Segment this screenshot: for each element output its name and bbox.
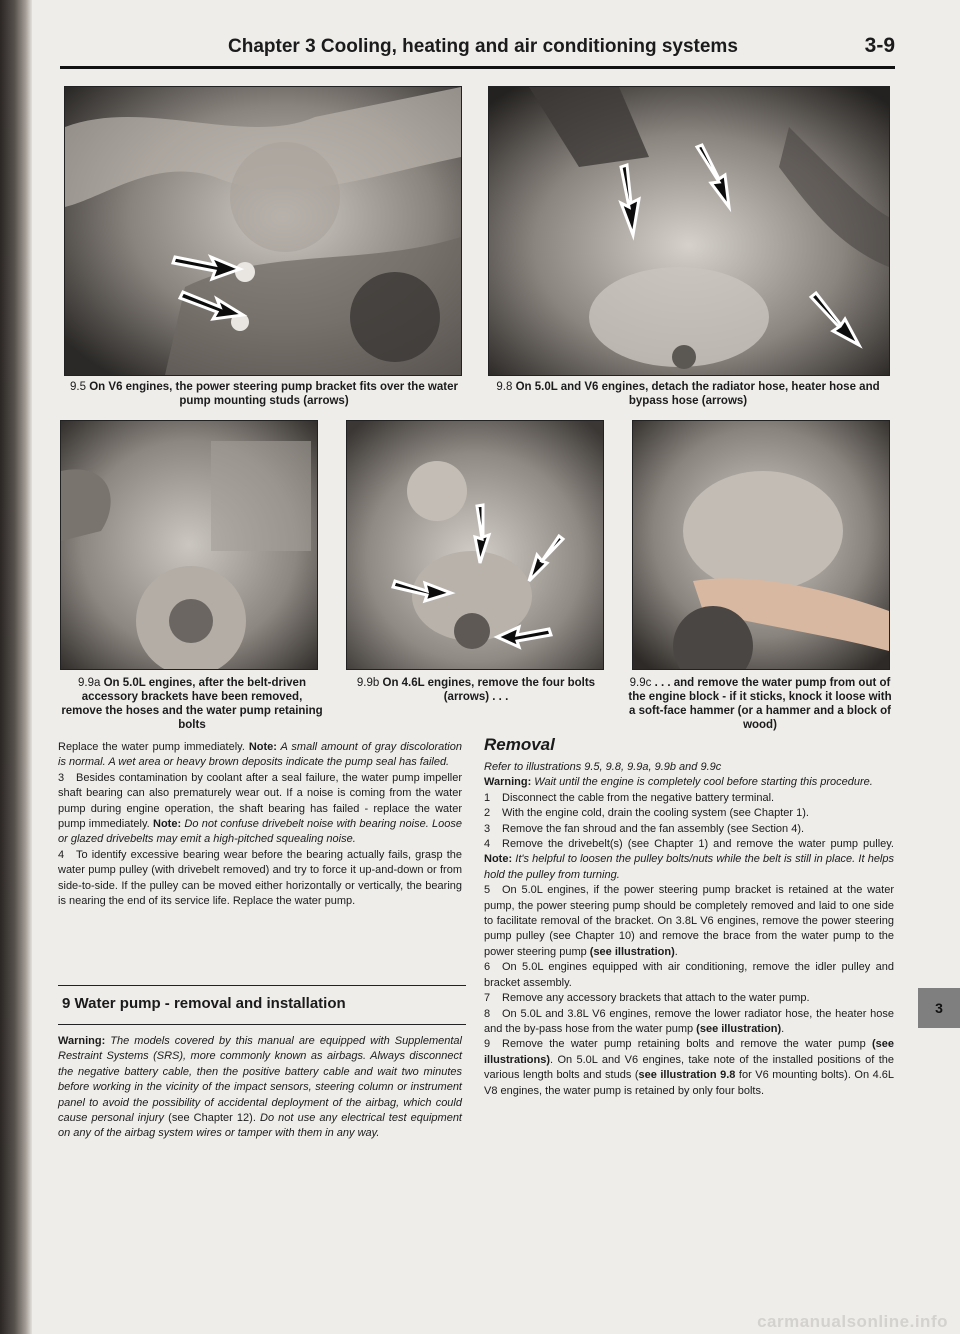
page-number: 3-9 (864, 34, 895, 57)
chapter-tab: 3 (918, 988, 960, 1028)
step-1: 1 Disconnect the cable from the negative battery terminal. (484, 791, 775, 804)
figure-caption-9-8: 9.8 On 5.0L and V6 engines, detach the radiator hose, heater hose and bypass hose (arrows) (496, 381, 880, 407)
figure-caption-9-9c: 9.9c . . . and remove the water pump from out of the engine block - if it sticks, knock it loose with a soft-face hammer (or a hammer and a block of wood) (628, 677, 892, 731)
removal-heading: Removal (484, 735, 555, 754)
engine-photo-9-5 (65, 87, 461, 375)
photo-9-9c (632, 420, 890, 670)
engine-photo-9-9c (633, 421, 889, 669)
right-column-text (484, 760, 894, 1099)
warning-paragraph: Warning: The models covered by this manual are equipped with Supplemental Restraint Systems (SRS), more commonly known as airbags. Always disconnect the negative battery cable, then the positive battery cable and wait two minutes before working in the vicinity of the impact sensors, steering column or instrument panel to avoid the possibility of accidental deployment of the airbag, which could cause personal injury (see Chapter 12). Do not use any electrical test equipment on any of the airbag system wires or tamper with them in any way. (58, 1035, 462, 1140)
warning-paragraph: Warning: Wait until the engine is completely cool before starting this procedure. (484, 776, 873, 789)
page-binding-shadow (0, 0, 32, 1334)
engine-photo-9-8 (489, 87, 889, 375)
photo-9-9b (346, 420, 604, 670)
figure-caption-9-9b: 9.9b On 4.6L engines, remove the four bolts (arrows) . . . (356, 677, 596, 703)
paragraph-step-4: 4 To identify excessive bearing wear before the bearing actually fails, grasp the water pump pulley (with drivebelt removed) and try to force it up-and-down or from side-to-side. If the pulley can be moved either horizontally or vertically, the bearing is nearing the end of its service life. Replace the water pump. (58, 848, 462, 908)
step-5: 5 On 5.0L engines, if the power steering pump bracket is retained at the water pump, the power steering pump should be completely removed and laid to one side to facilitate removal of the bracket. On 3.8L V6 engines, remove the power steering pump pulley (see Chapter 10) and remove the brace from the water pump to the power steering pump (see illustration). (484, 884, 894, 958)
photo-9-8 (488, 86, 890, 376)
photo-9-9a (60, 420, 318, 670)
refer-line: Refer to illustrations 9.5, 9.8, 9.9a, 9.9b and 9.9c (484, 761, 722, 773)
paragraph-step-3: 3 Besides contamination by coolant after a seal failure, the water pump impeller shaft bearing can also prematurely wear out. If a noise is coming from the water pump during engine operation, the shaft bearing has failed - replace the water pump immediately. Note: Do not confuse drivebelt noise with bearing noise. Loose or glazed drivebelts may emit a high-pitched squealing noise. (58, 771, 462, 846)
left-column-text (58, 740, 462, 909)
step-9: 9 Remove the water pump retaining bolts and remove the water pump (see illustrations). On 5.0L and V6 engines, take note of the installed positions of the various length bolts and studs (see illustration 9.8 for V6 mounting bolts). On 4.6L V8 engines, the water pump is retained by only four bolts. (484, 1038, 894, 1097)
step-7: 7 Remove any accessory brackets that attach to the water pump. (484, 992, 810, 1005)
chapter-title: Chapter 3 Cooling, heating and air conditioning systems (228, 36, 738, 57)
engine-photo-9-9a (61, 421, 317, 669)
engine-photo-9-9b (347, 421, 603, 669)
left-warning-text (58, 1034, 462, 1142)
photo-9-5 (64, 86, 462, 376)
page-header (60, 22, 895, 69)
figure-caption-9-5: 9.5 On V6 engines, the power steering pump bracket fits over the water pump mounting studs (arrows) (70, 381, 458, 407)
step-6: 6 On 5.0L engines equipped with air conditioning, remove the idler pulley and bracket assembly. (484, 961, 894, 989)
bottom-watermark: carmanualsonline.info (757, 1312, 948, 1331)
step-4: 4 Remove the drivebelt(s) (see Chapter 1) and remove the water pump pulley. Note: It's helpful to loosen the pulley bolts/nuts while the belt is still in place. It helps hold the pulley from turning. (484, 838, 894, 881)
figure-caption-9-9a: 9.9a On 5.0L engines, after the belt-driven accessory brackets have been removed, remove the hoses and the water pump retaining bolts (61, 677, 323, 731)
step-8: 8 On 5.0L and 3.8L V6 engines, remove the lower radiator hose, the heater hose and the by-pass hose from the water pump (see illustration). (484, 1007, 894, 1035)
step-2: 2 With the engine cold, drain the cooling system (see Chapter 1). (484, 807, 809, 820)
paragraph: Replace the water pump immediately. Note: A small amount of gray discoloration is normal. A wet area or heavy brown deposits indicate the pump seal has failed. (58, 741, 462, 769)
section-heading: 9 Water pump - removal and installation (58, 985, 466, 1025)
step-3: 3 Remove the fan shroud and the fan assembly (see Section 4). (484, 822, 805, 835)
